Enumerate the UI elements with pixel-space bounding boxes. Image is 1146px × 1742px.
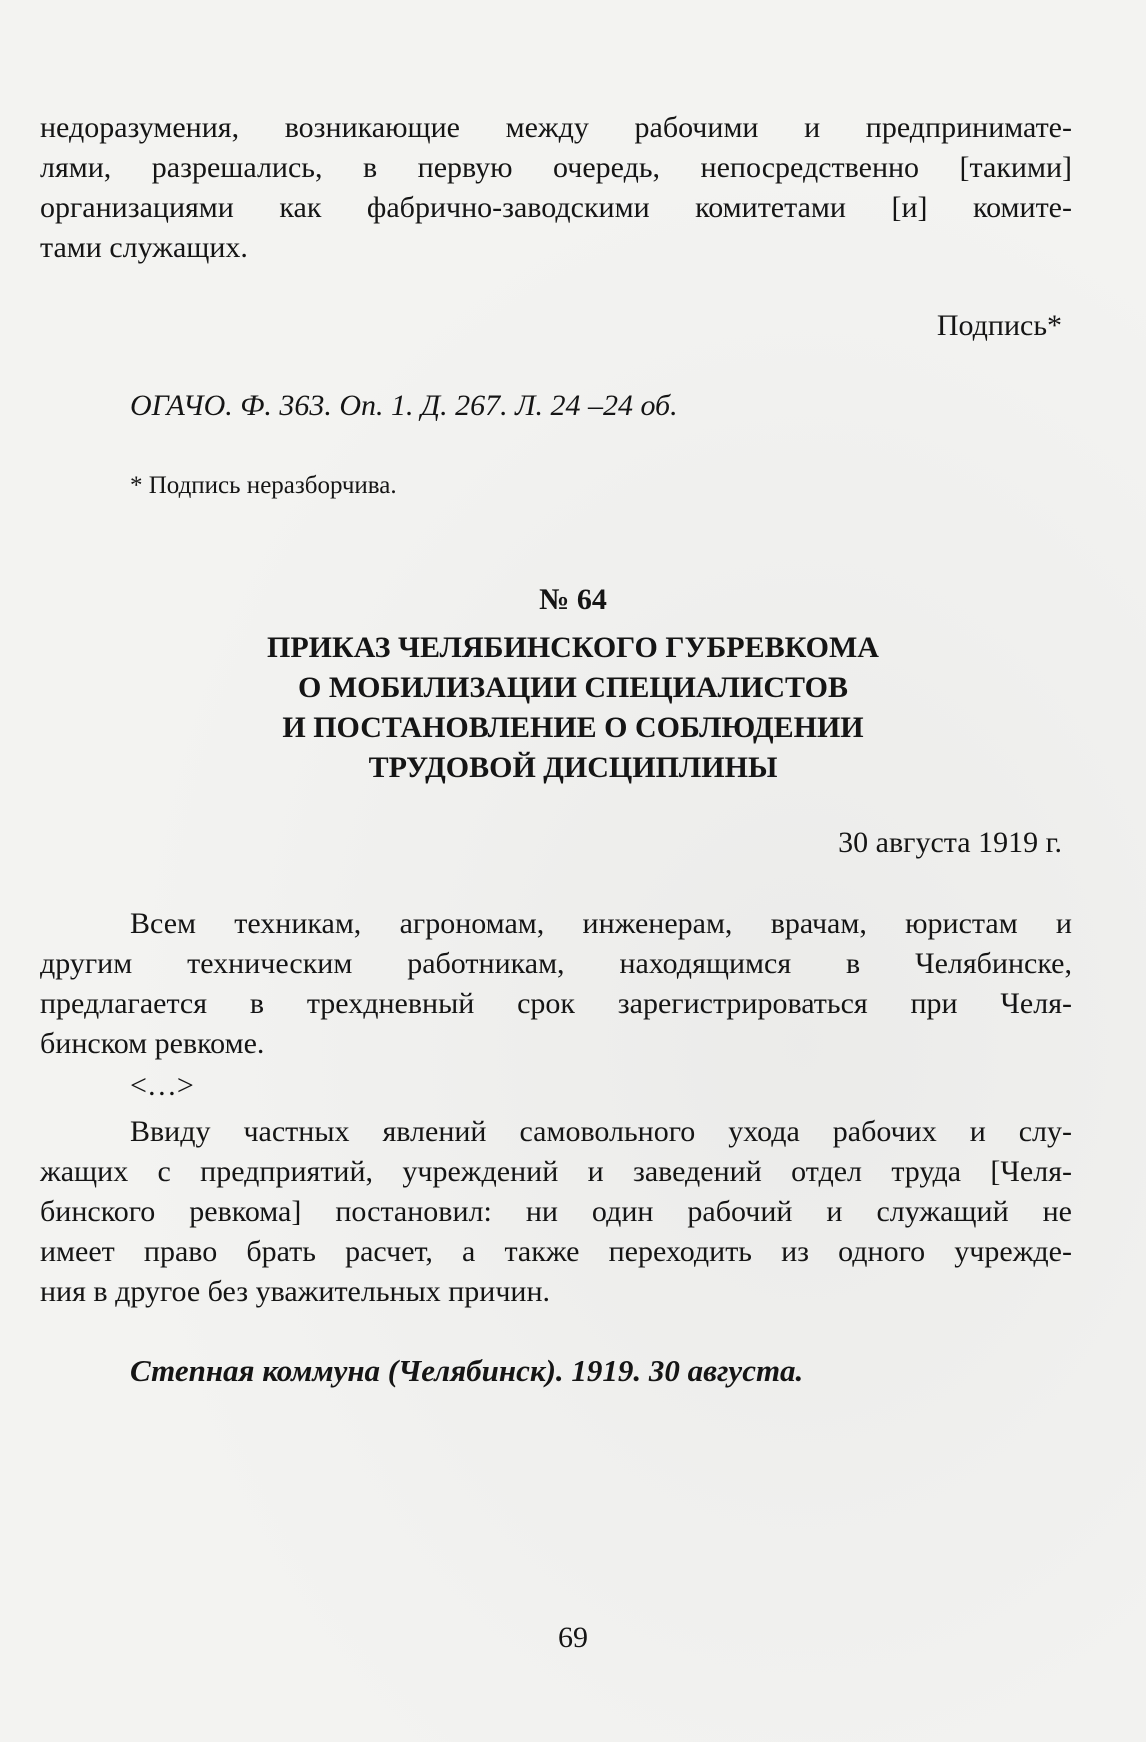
text-line: жащих с предприятий, учреждений и заведений отдел труда [Челя- [40, 1155, 1072, 1188]
text-line: организациями как фабрично-заводскими комитетами [и] комите- [40, 191, 1072, 224]
text-line: ния в другое без уважительных причин. [40, 1275, 551, 1308]
source-citation: Степная коммуна (Челябинск). 1919. 30 августа. [130, 1353, 804, 1388]
document-date: 30 августа 1919 г. [838, 826, 1062, 859]
paragraph-continuation [40, 108, 1072, 268]
title-line: И ПОСТАНОВЛЕНИЕ О СОБЛЮДЕНИИ [282, 711, 864, 744]
signature-line: Подпись* [936, 309, 1062, 342]
archive-reference: ОГАЧО. Ф. 363. Оп. 1. Д. 267. Л. 24 –24 об. [130, 389, 678, 422]
text-line: Ввиду частных явлений самовольного ухода рабочих и слу- [130, 1115, 1072, 1148]
order-paragraph [40, 904, 1072, 1064]
text-line: Всем техникам, агрономам, инженерам, врачам, юристам и [130, 907, 1072, 940]
footnote: * Подпись неразборчива. [130, 472, 397, 499]
text-line: тами служащих. [40, 231, 248, 264]
text-line: лями, разрешались, в первую очередь, непосредственно [такими] [40, 151, 1072, 184]
omission-mark: <…> [130, 1069, 194, 1102]
page-number: 69 [558, 1621, 588, 1654]
text-line: бинского ревкома] постановил: ни один рабочий и служащий не [40, 1195, 1072, 1228]
text-line: бинском ревкоме. [40, 1027, 265, 1060]
title-line: ПРИКАЗ ЧЕЛЯБИНСКОГО ГУБРЕВКОМА [267, 631, 879, 664]
title-line: О МОБИЛИЗАЦИИ СПЕЦИАЛИСТОВ [297, 671, 848, 704]
text-line: имеет право брать расчет, а также переходить из одного учрежде- [40, 1235, 1072, 1268]
title-line: ТРУДОВОЙ ДИСЦИПЛИНЫ [368, 751, 778, 784]
text-line: недоразумения, возникающие между рабочими и предпринимате- [40, 111, 1072, 144]
document-title [0, 628, 1146, 788]
text-line: предлагается в трехдневный срок зарегистрироваться при Челя- [40, 987, 1072, 1020]
text-line: другим техническим работникам, находящимся в Челябинске, [40, 947, 1072, 980]
resolution-paragraph [40, 1112, 1072, 1312]
document-number: № 64 [539, 583, 607, 616]
